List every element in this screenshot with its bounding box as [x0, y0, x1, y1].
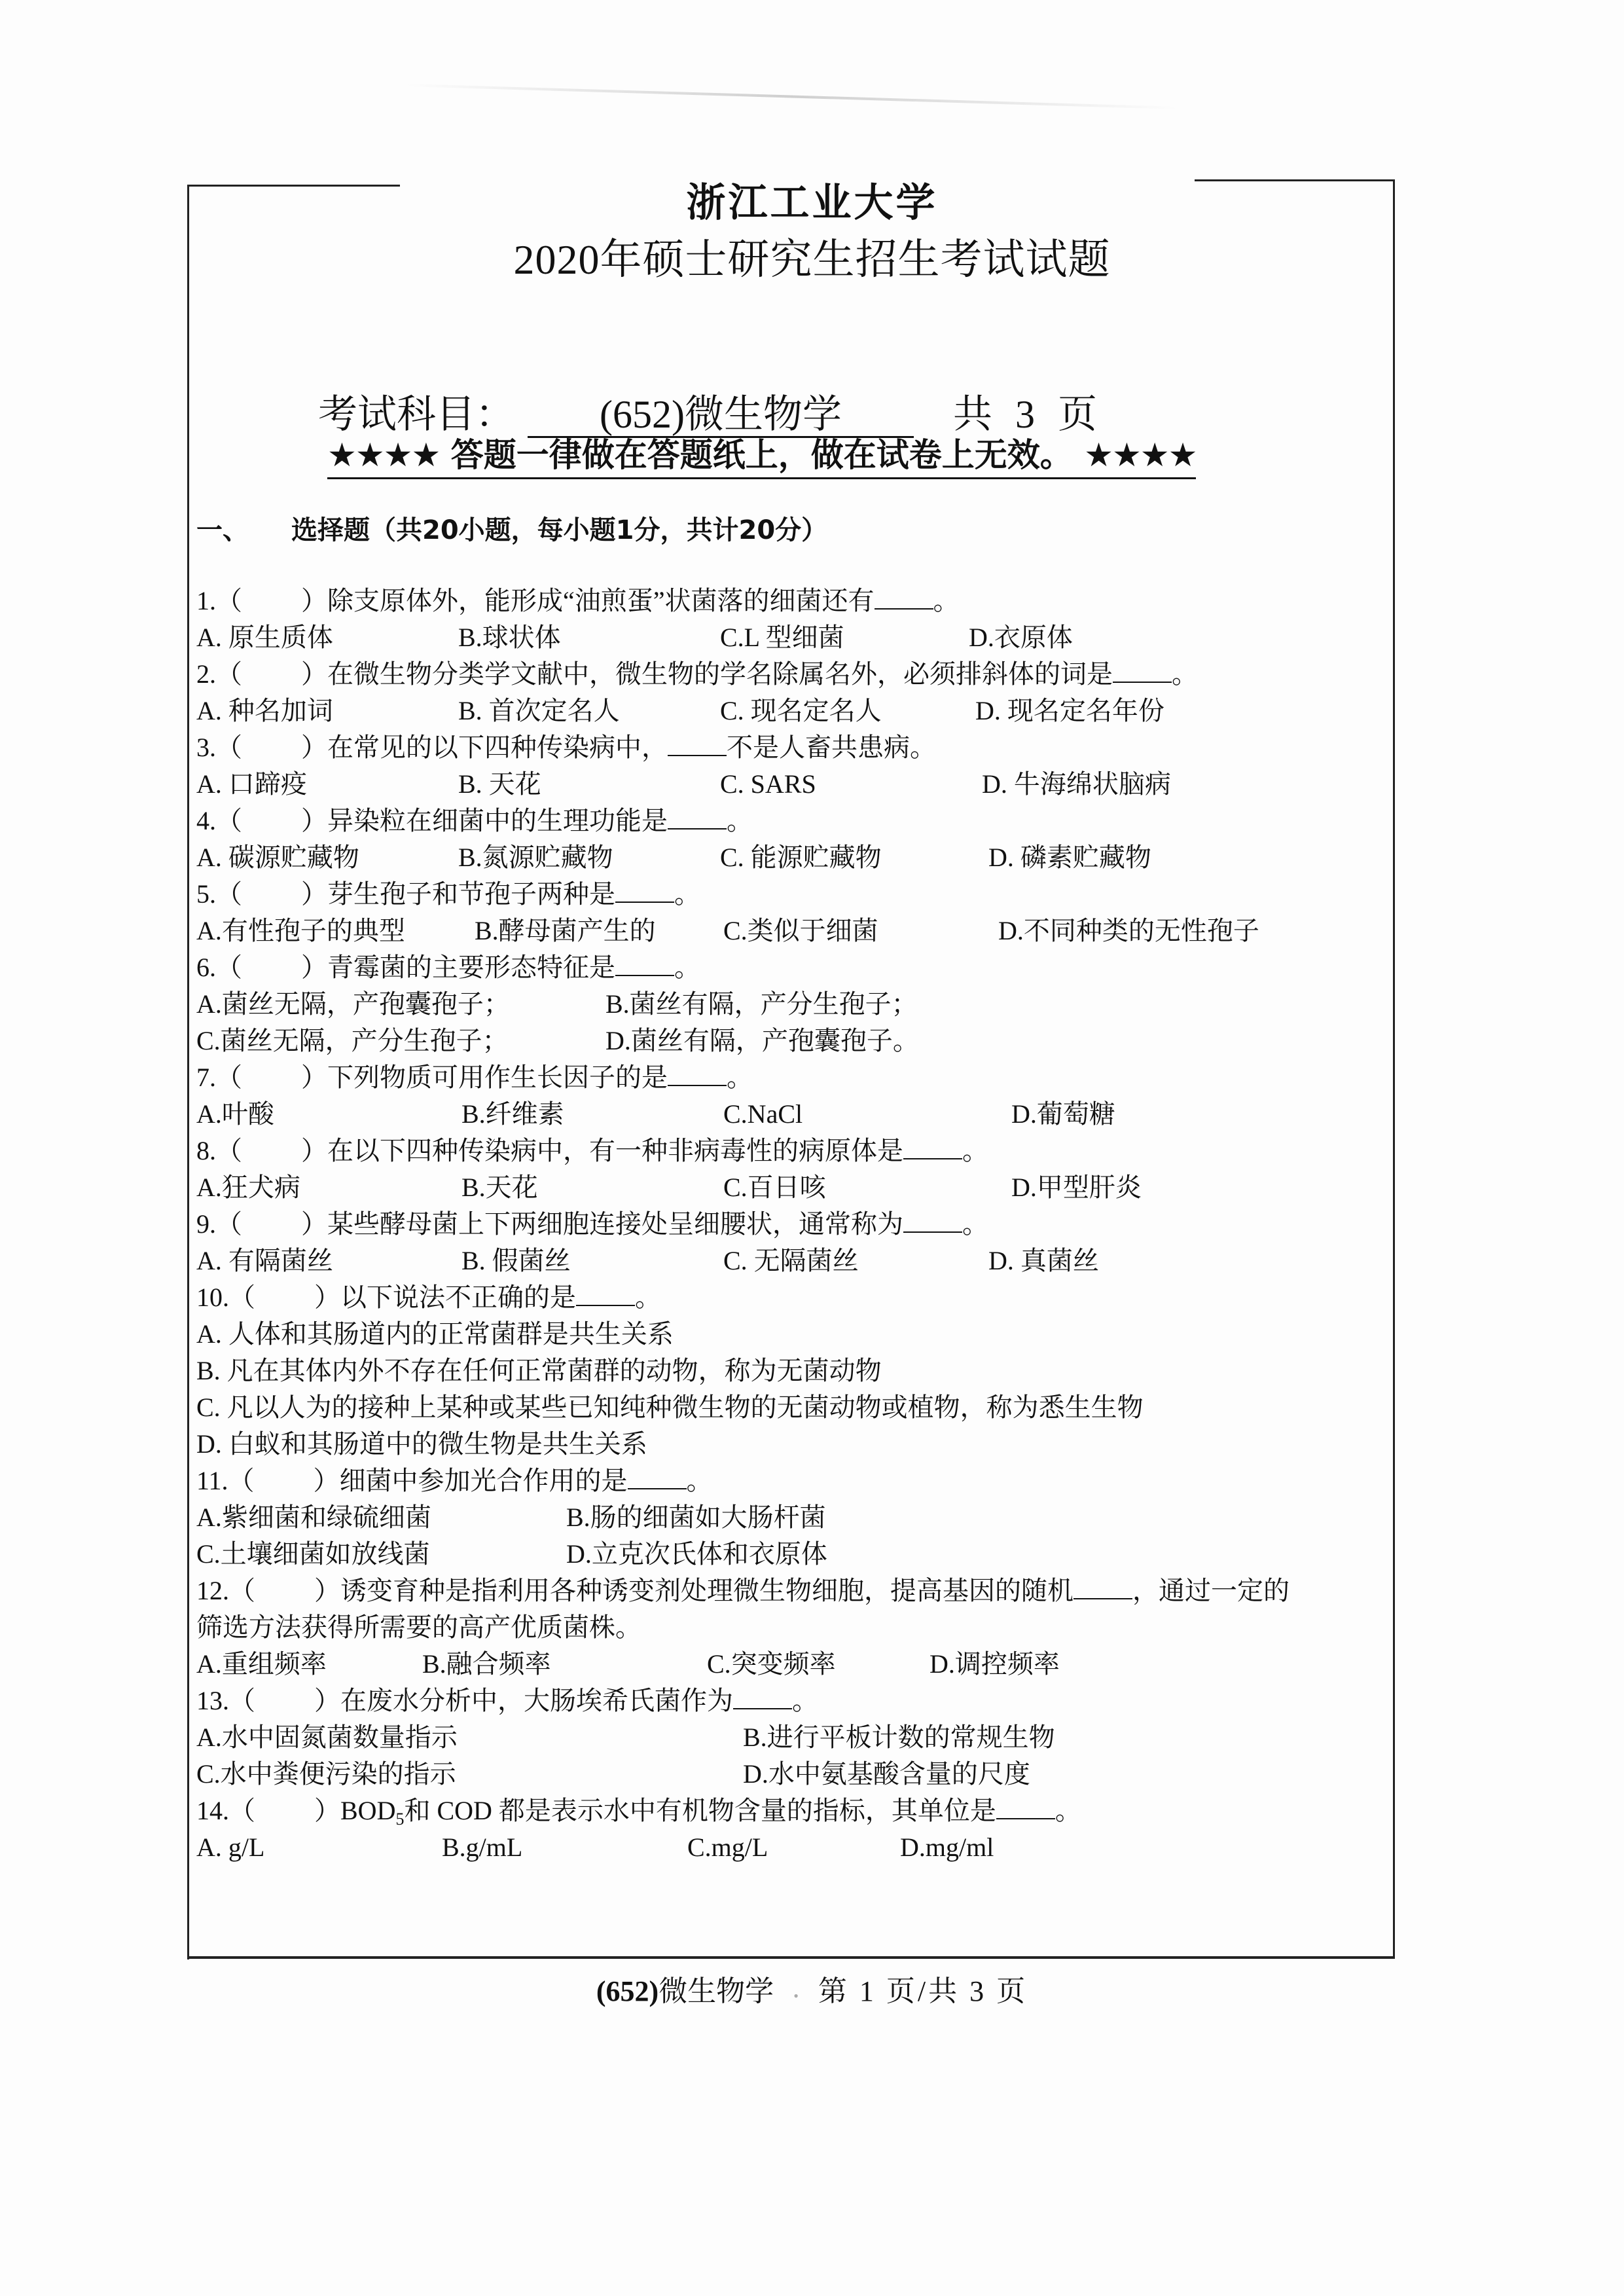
option-c: C.L 型细菌	[720, 623, 844, 652]
option-b: B. 凡在其体内外不存在任何正常菌群的动物，称为无菌动物	[196, 1356, 882, 1385]
question-stem: 芽生孢子和节孢子两种是	[327, 879, 615, 909]
footer-subject-code: (652)	[596, 1975, 659, 2007]
options-row	[196, 1646, 1388, 1683]
option-a: A.重组频率	[196, 1649, 327, 1679]
option-c: C.mg/L	[687, 1832, 768, 1862]
option-c: C.突变频率	[707, 1649, 836, 1679]
question-3: 3.（ ）在常见的以下四种传染病中， 不是人畜共患病。	[196, 733, 936, 762]
option-c: C.类似于细菌	[723, 916, 878, 945]
answer-blank	[733, 1686, 792, 1709]
options-row	[196, 766, 1388, 803]
question-stem: 在微生物分类学文献中，微生物的学名除属名外，必须排斜体的词是	[327, 659, 1113, 689]
answer-blank	[996, 1796, 1055, 1819]
options-row	[196, 1169, 1388, 1206]
options-row	[196, 1536, 1388, 1573]
answer-blank	[903, 1209, 962, 1233]
option-b: B.融合频率	[422, 1649, 551, 1679]
options-row	[196, 986, 1388, 1023]
question-stem: 在废水分析中，大肠埃希氏菌作为	[340, 1686, 733, 1715]
answer-blank	[576, 1283, 635, 1306]
option-a: A.菌丝无隔，产孢囊孢子；	[196, 989, 510, 1019]
answer-blank	[668, 1063, 727, 1086]
section-title: 选择题（共20小题，每小题1分，共计20分）	[291, 515, 828, 545]
question-2: 2.（ ）在微生物分类学文献中，微生物的学名除属名外，必须排斜体的词是 。	[196, 659, 1198, 689]
option-d: D.调控频率	[929, 1649, 1060, 1679]
option-c: C.菌丝无隔，产分生孢子；	[196, 1026, 509, 1055]
option-d: D.水中氨基酸含量的尺度	[743, 1759, 1030, 1789]
option-a: A.紫细菌和绿硫细菌	[196, 1503, 431, 1532]
star-icon-group-left: ★★★★	[327, 436, 440, 474]
option-b: B.球状体	[458, 623, 561, 652]
option-d: D.衣原体	[969, 623, 1073, 652]
question-stem: 除支原体外，能形成“油煎蛋”状菌落的细菌还有	[327, 586, 875, 615]
option-d: D. 白蚁和其肠道中的微生物是共生关系	[196, 1429, 647, 1459]
options-row	[196, 1756, 1388, 1793]
option-a: A.叶酸	[196, 1099, 274, 1129]
option-d: D. 牛海绵状脑病	[982, 769, 1171, 799]
options-row	[196, 1096, 1388, 1133]
option-b: B.肠的细菌如大肠杆菌	[566, 1503, 826, 1532]
option-b: B. 假菌丝	[461, 1246, 571, 1275]
question-1: 1.（ ）除支原体外，能形成“油煎蛋”状菌落的细菌还有 。	[196, 586, 960, 615]
formula-subscript: 5	[395, 1810, 405, 1829]
frame-border-bottom	[187, 1956, 1395, 1959]
options-row	[196, 619, 1388, 656]
option-b: B.进行平板计数的常规生物	[743, 1722, 1055, 1752]
option-b: B.菌丝有隔，产分生孢子；	[605, 989, 918, 1019]
question-6: 6.（ ）青霉菌的主要形态特征是 。	[196, 953, 700, 982]
options-row	[196, 913, 1388, 949]
option-d: D.mg/ml	[900, 1832, 994, 1862]
option-a: A. 原生质体	[196, 623, 333, 652]
options-row	[196, 839, 1388, 876]
university-name: 浙江工业大学	[686, 180, 938, 226]
option-c: C. SARS	[720, 769, 816, 799]
footer-subject: 微生物学	[659, 1975, 774, 2007]
option-d: D. 现名定名年份	[975, 696, 1164, 725]
question-stem: 青霉菌的主要形态特征是	[327, 953, 615, 982]
option-a: A.有性孢子的典型	[196, 916, 405, 945]
option-b: B.氮源贮藏物	[458, 843, 613, 872]
question-stem: 异染粒在细菌中的生理功能是	[327, 806, 668, 835]
answer-notice	[327, 429, 1196, 479]
option-d: D.立克次氏体和衣原体	[566, 1539, 827, 1569]
notice-text: 答题一律做在答题纸上，做在试卷上无效。	[439, 436, 1085, 474]
question-11: 11.（ ）细菌中参加光合作用的是 。	[196, 1466, 713, 1495]
question-stem: 在以下四种传染病中，有一种非病毒性的病原体是	[327, 1136, 903, 1165]
option-a: A. 碳源贮藏物	[196, 843, 359, 872]
question-13: 13.（ ）在废水分析中，大肠埃希氏菌作为 。	[196, 1686, 818, 1715]
options-row	[196, 1499, 1388, 1536]
star-icon-group-right: ★★★★	[1084, 436, 1197, 474]
page-footer	[0, 1967, 1624, 2009]
question-stem-continuation: 筛选方法获得所需要的高产优质菌株。	[196, 1613, 641, 1642]
option-a: A. 种名加词	[196, 696, 333, 725]
answer-blank	[628, 1466, 687, 1489]
option-a: A. 人体和其肠道内的正常菌群是共生关系	[196, 1319, 674, 1349]
question-7: 7.（ ）下列物质可用作生长因子的是 。	[196, 1063, 753, 1092]
option-a: A. g/L	[196, 1832, 265, 1862]
question-stem: 在常见的以下四种传染病中，	[327, 733, 668, 762]
options-row	[196, 693, 1388, 729]
exam-title: 2020年硕士研究生招生考试试题	[513, 236, 1111, 283]
answer-blank	[1074, 1576, 1132, 1599]
question-9: 9.（ ）某些酵母菌上下两细胞连接处呈细腰状，通常称为 。	[196, 1209, 988, 1239]
option-d: D.葡萄糖	[1011, 1099, 1115, 1129]
answer-blank	[668, 733, 727, 756]
options-row	[196, 1023, 1388, 1059]
options-row	[196, 1243, 1388, 1279]
question-stem: 以下说法不正确的是	[340, 1283, 576, 1312]
option-d: D. 磷素贮藏物	[988, 843, 1151, 872]
option-c: C. 能源贮藏物	[720, 843, 882, 872]
option-c: C.百日咳	[723, 1173, 826, 1202]
total-pages: 共 3 页	[953, 393, 1104, 436]
option-d: D.不同种类的无性孢子	[998, 916, 1259, 945]
option-a: A.水中固氮菌数量指示	[196, 1722, 458, 1752]
option-b: B.g/mL	[442, 1832, 523, 1862]
question-10: 10.（ ）以下说法不正确的是 。	[196, 1283, 661, 1312]
option-b: B.纤维素	[461, 1099, 564, 1129]
section-heading	[196, 509, 827, 547]
answer-blank	[875, 586, 933, 610]
option-c: C. 凡以人为的接种上某种或某些已知纯种微生物的无菌动物或植物，称为悉生生物	[196, 1393, 1144, 1422]
scan-speck: •	[793, 1988, 799, 2004]
option-a: A. 口蹄疫	[196, 769, 307, 799]
option-b: B. 首次定名人	[458, 696, 620, 725]
option-d: D. 真菌丝	[988, 1246, 1099, 1275]
frame-border-right	[1393, 180, 1395, 1958]
question-stem: 某些酵母菌上下两细胞连接处呈细腰状，通常称为	[327, 1209, 903, 1239]
frame-border-left	[187, 185, 189, 1959]
option-c: C. 无隔菌丝	[723, 1246, 859, 1275]
option-d: D.甲型肝炎	[1011, 1173, 1142, 1202]
option-c: C.土壤细菌如放线菌	[196, 1539, 430, 1569]
answer-blank	[615, 953, 674, 976]
question-4: 4.（ ）异染粒在细菌中的生理功能是 。	[196, 806, 753, 835]
option-c: C.NaCl	[723, 1099, 803, 1129]
section-number: 一、	[196, 515, 249, 545]
question-stem: 下列物质可用作生长因子的是	[327, 1063, 668, 1092]
option-b: B.天花	[461, 1173, 538, 1202]
formula-bod: BOD	[340, 1796, 396, 1825]
question-stem: 和 COD 都是表示水中有机物含量的指标，其单位是	[404, 1796, 996, 1825]
question-stem: 诱变育种是指利用各种诱变剂处理微生物细胞，提高基因的随机	[340, 1576, 1074, 1605]
footer-page-info: 第 1 页/共 3 页	[818, 1975, 1028, 2007]
question-stem: 细菌中参加光合作用的是	[339, 1466, 628, 1495]
question-14: 14.（ ）$BOD_5$和 COD 都是表示水中有机物含量的指标，其单位是 。	[196, 1796, 1081, 1829]
question-12: 12.（ ）诱变育种是指利用各种诱变剂处理微生物细胞，提高基因的随机 ，通过一定的	[196, 1576, 1290, 1605]
option-c: C. 现名定名人	[720, 696, 882, 725]
subject-label: 考试科目：	[318, 393, 514, 436]
subject-value: (652)微生物学	[528, 393, 914, 438]
option-a: A.狂犬病	[196, 1173, 300, 1202]
options-row	[196, 1829, 1388, 1866]
options-row	[196, 1719, 1388, 1756]
option-d: D.菌丝有隔，产孢囊孢子。	[605, 1026, 919, 1055]
question-5: 5.（ ）芽生孢子和节孢子两种是 。	[196, 879, 700, 909]
answer-blank	[903, 1136, 962, 1159]
scan-artifact	[406, 84, 1178, 109]
question-8: 8.（ ）在以下四种传染病中，有一种非病毒性的病原体是 。	[196, 1136, 988, 1165]
question-list	[196, 583, 1388, 1866]
option-b: B. 天花	[458, 769, 541, 799]
answer-blank	[615, 879, 674, 903]
answer-blank	[668, 806, 727, 829]
option-b: B.酵母菌产生的	[475, 916, 656, 945]
option-c: C.水中粪便污染的指示	[196, 1759, 456, 1789]
option-a: A. 有隔菌丝	[196, 1246, 333, 1275]
answer-blank	[1113, 659, 1172, 683]
